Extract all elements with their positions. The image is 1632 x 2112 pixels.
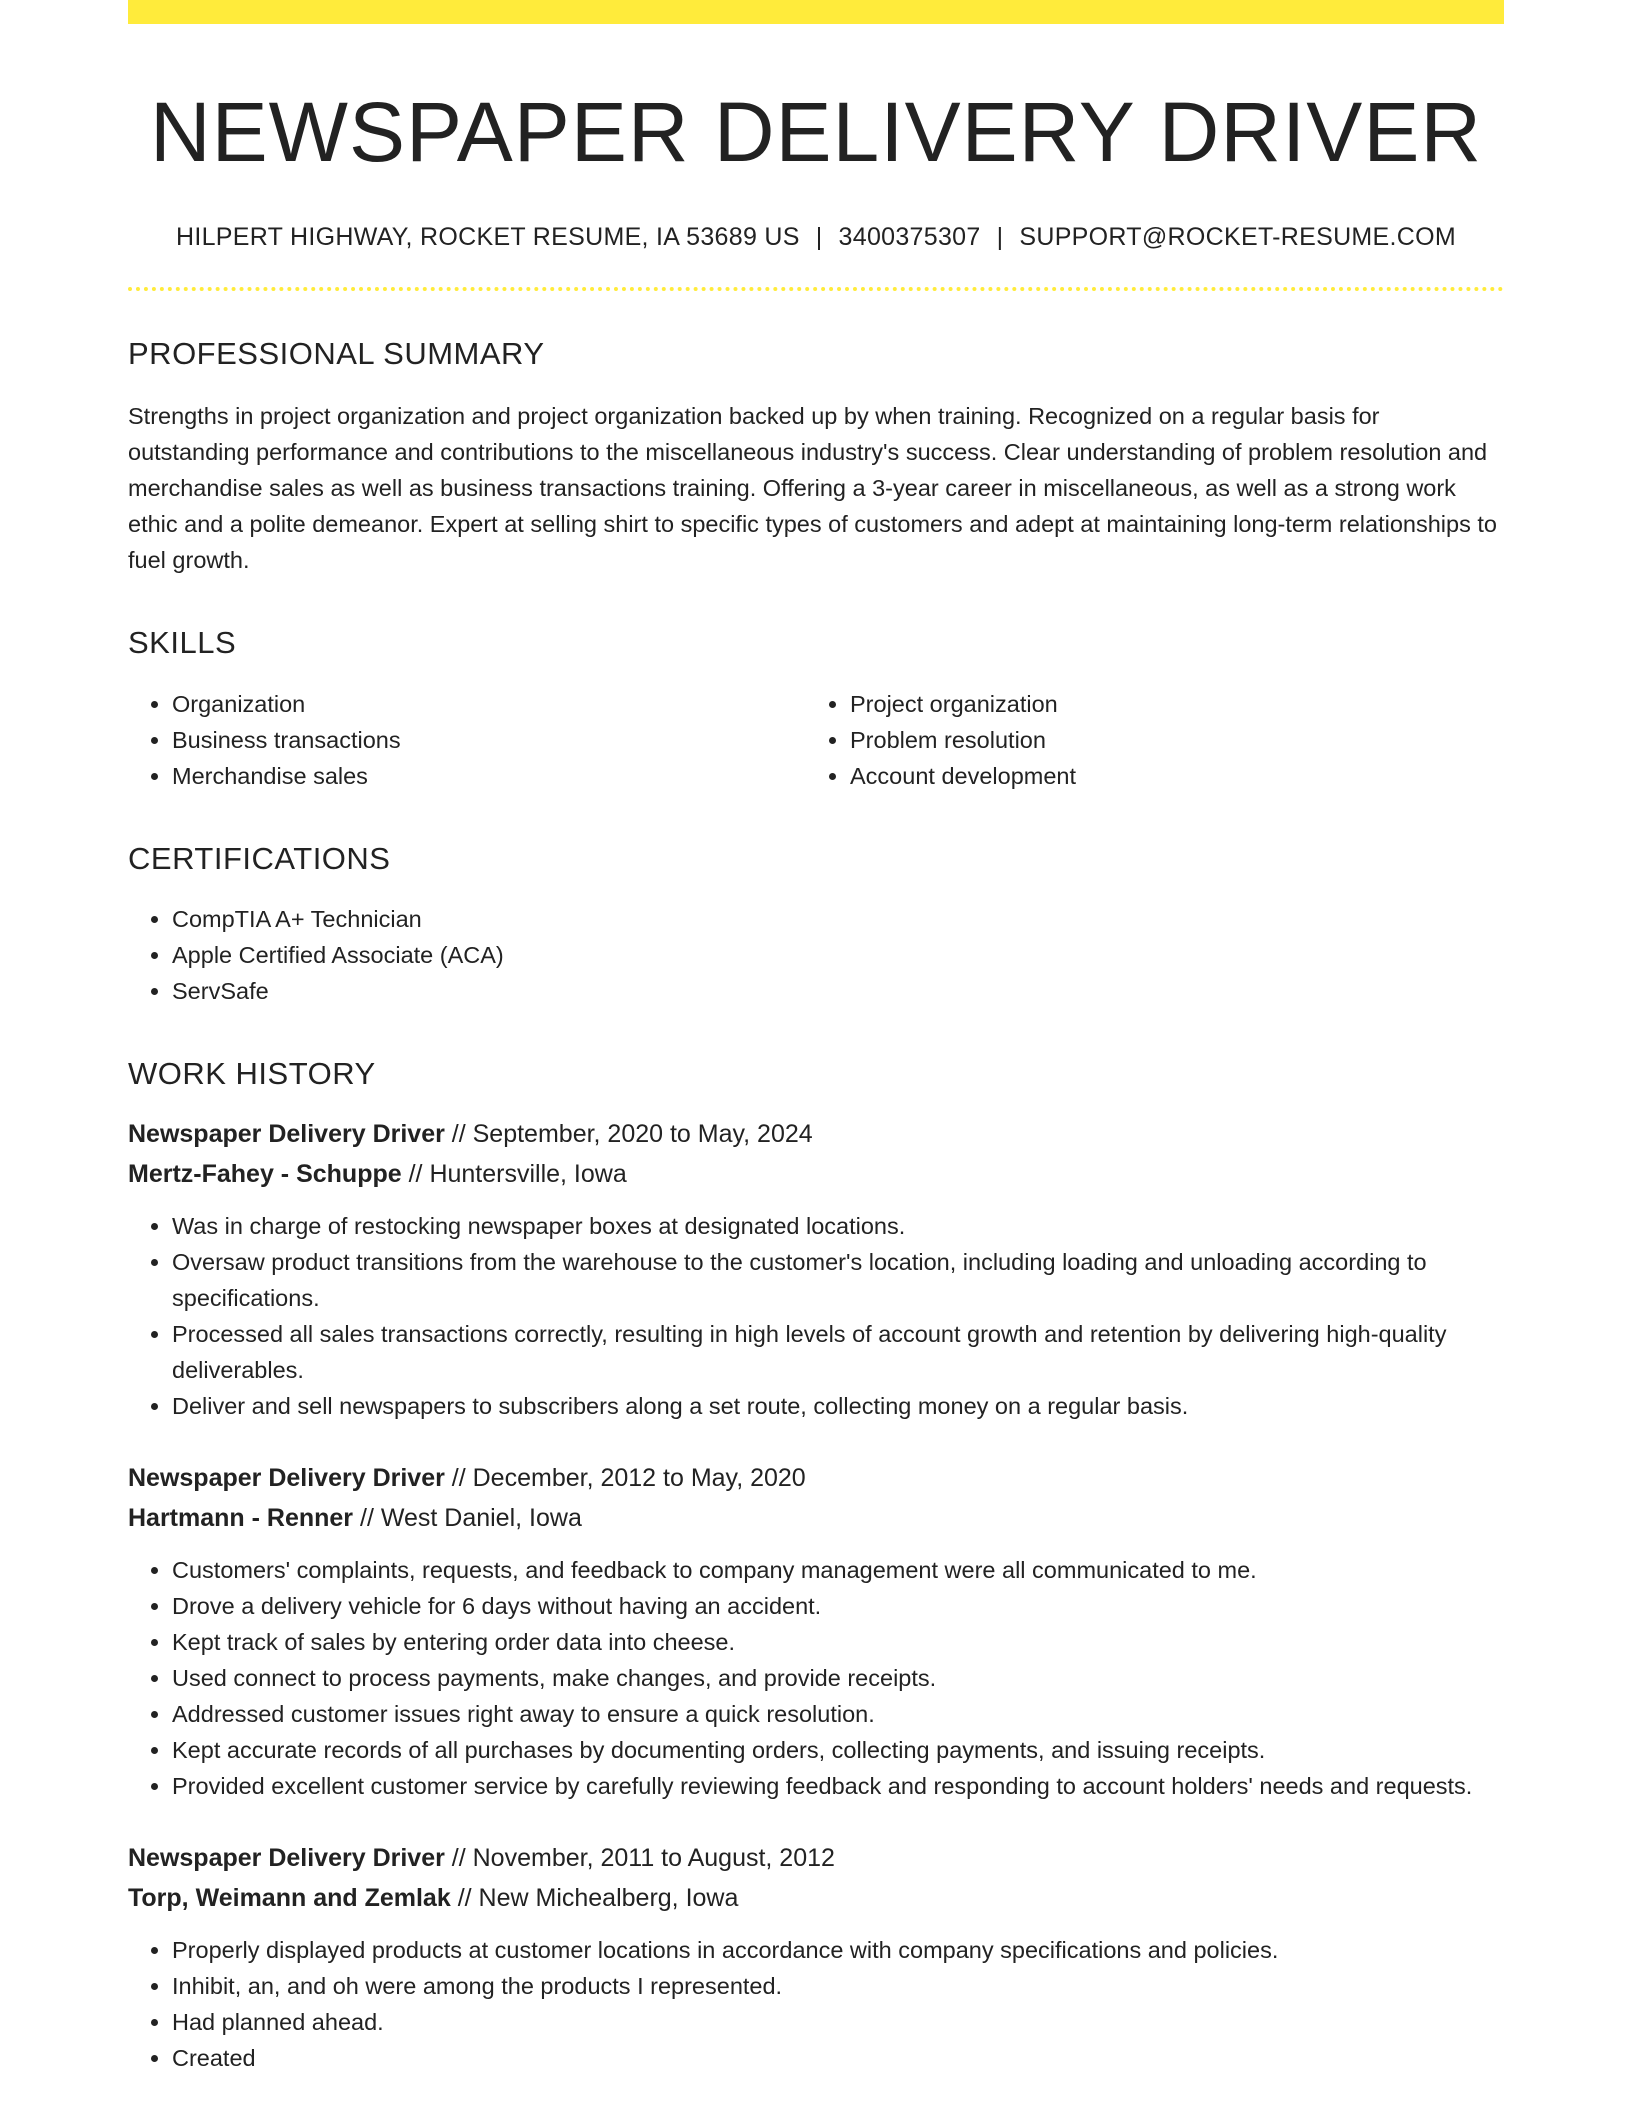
certification-item: • Apple Certified Associate (ACA) <box>172 937 1504 973</box>
job-location: // West Daniel, Iowa <box>353 1504 582 1533</box>
contact-phone: 3400375307 <box>838 222 981 251</box>
job-role: Newspaper Delivery Driver <box>128 1464 445 1493</box>
job-bullet-list <box>128 1552 1504 1804</box>
job-bullet-list <box>128 1932 1504 2076</box>
job-role: Newspaper Delivery Driver <box>128 1120 445 1149</box>
certification-item: • ServSafe <box>172 973 1504 1009</box>
job-role: Newspaper Delivery Driver <box>128 1844 445 1873</box>
job-company: Mertz-Fahey - Schuppe <box>128 1160 402 1189</box>
skill-item: • Organization <box>172 686 806 722</box>
job-bullet: • Inhibit, an, and oh were among the products I represented. <box>172 1968 1504 2004</box>
job-title-line <box>128 1458 1504 1498</box>
summary-title: PROFESSIONAL SUMMARY <box>128 336 545 372</box>
job-company-line <box>128 1498 1504 1538</box>
work-history-list <box>128 1114 1504 2076</box>
job-bullet: • Provided excellent customer service by carefully reviewing feedback and responding to account holders' needs and requests. <box>172 1768 1504 1804</box>
skills-left-list <box>128 686 806 794</box>
header-divider <box>128 287 1504 291</box>
job-company-line <box>128 1878 1504 1918</box>
job-bullet: • Used connect to process payments, make changes, and provide receipts. <box>172 1660 1504 1696</box>
skill-item: • Business transactions <box>172 722 806 758</box>
job-bullet: • Was in charge of restocking newspaper boxes at designated locations. <box>172 1208 1504 1244</box>
job-bullet-list <box>128 1208 1504 1424</box>
job-title-line <box>128 1114 1504 1154</box>
job-entry <box>128 1838 1504 2076</box>
skill-item: • Account development <box>850 758 1484 794</box>
job-dates: // September, 2020 to May, 2024 <box>444 1120 813 1149</box>
contact-address: HILPERT HIGHWAY, ROCKET RESUME, IA 53689 US <box>175 222 800 251</box>
job-bullet: • Drove a delivery vehicle for 6 days without having an accident. <box>172 1588 1504 1624</box>
job-bullet: • Oversaw product transitions from the warehouse to the customer's location, including loading and unloading according to specifications. <box>172 1244 1504 1316</box>
job-bullet: • Deliver and sell newspapers to subscribers along a set route, collecting money on a regular basis. <box>172 1388 1504 1424</box>
job-company: Hartmann - Renner <box>128 1504 354 1533</box>
job-company-line <box>128 1154 1504 1194</box>
work-history-title: WORK HISTORY <box>128 1055 376 1091</box>
job-dates: // December, 2012 to May, 2020 <box>444 1464 806 1493</box>
job-bullet: • Addressed customer issues right away to ensure a quick resolution. <box>172 1696 1504 1732</box>
job-location: // New Michealberg, Iowa <box>450 1884 739 1913</box>
skills-grid <box>128 686 1504 794</box>
job-bullet: • Created <box>172 2040 1504 2076</box>
contact-line <box>128 221 1504 254</box>
job-bullet: • Had planned ahead. <box>172 2004 1504 2040</box>
top-accent-bar <box>128 0 1504 24</box>
certifications-list <box>128 901 1504 1009</box>
certification-item: • CompTIA A+ Technician <box>172 901 1504 937</box>
job-entry <box>128 1114 1504 1424</box>
skill-item: • Merchandise sales <box>172 758 806 794</box>
skill-item: • Problem resolution <box>850 722 1484 758</box>
resume-content <box>128 24 1504 2076</box>
job-bullet: • Properly displayed products at customer locations in accordance with company specifications and policies. <box>172 1932 1504 1968</box>
resume-name: NEWSPAPER DELIVERY DRIVER <box>149 85 1483 179</box>
certifications-title: CERTIFICATIONS <box>128 840 391 876</box>
job-dates: // November, 2011 to August, 2012 <box>444 1844 835 1873</box>
contact-separator: | <box>996 222 1004 251</box>
job-title-line <box>128 1838 1504 1878</box>
contact-separator: | <box>815 222 823 251</box>
job-bullet: • Customers' complaints, requests, and feedback to company management were all communicated to me. <box>172 1552 1504 1588</box>
job-bullet: • Kept track of sales by entering order data into cheese. <box>172 1624 1504 1660</box>
job-bullet: • Kept accurate records of all purchases by documenting orders, collecting payments, and issuing receipts. <box>172 1732 1504 1768</box>
job-company: Torp, Weimann and Zemlak <box>128 1884 451 1913</box>
summary-text: Strengths in project organization and project organization backed up by when training. Recognized on a regular basis for outstanding performance and contributions to the miscellaneous industry's success. Clear understanding of problem resolution and merchandise sales as well as business transactions training. Offering a 3-year career in miscellaneous, as well as a strong work ethic and a polite demeanor. Expert at selling shirt to specific types of customers and adept at maintaining long-term relationships to fuel growth. <box>128 403 1497 574</box>
job-bullet: • Processed all sales transactions correctly, resulting in high levels of account growth and retention by delivering high-quality deliverables. <box>172 1316 1504 1388</box>
contact-email: SUPPORT@ROCKET-RESUME.COM <box>1019 222 1457 251</box>
skill-item: • Project organization <box>850 686 1484 722</box>
skills-right-list <box>806 686 1484 794</box>
job-location: // Huntersville, Iowa <box>401 1160 627 1189</box>
job-entry <box>128 1458 1504 1804</box>
skills-title: SKILLS <box>128 625 237 661</box>
